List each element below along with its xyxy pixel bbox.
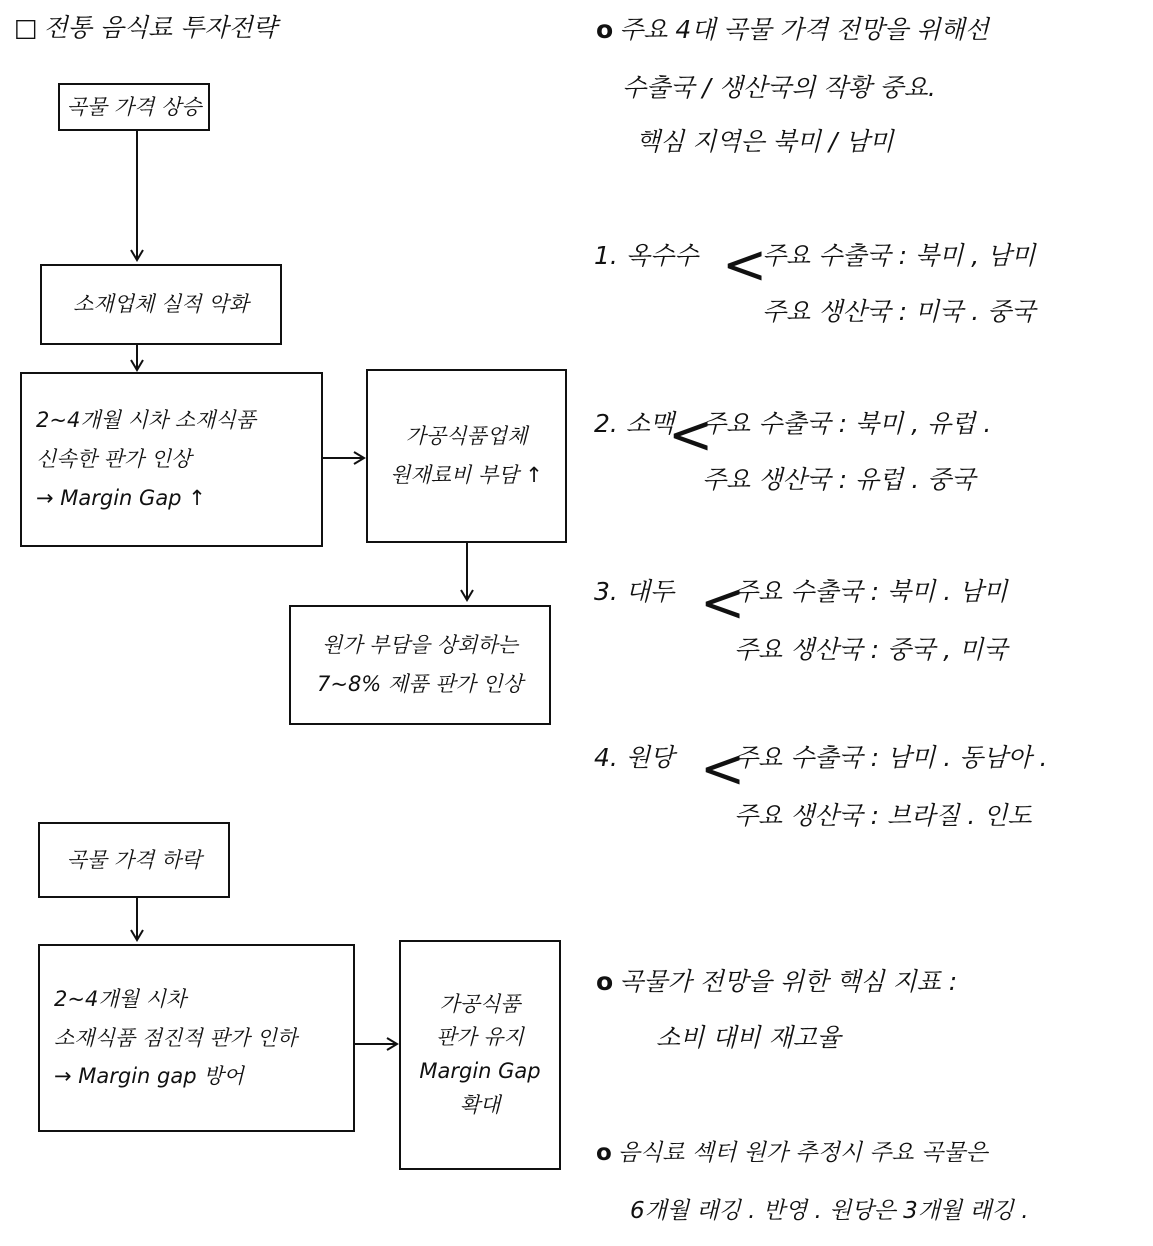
box-processed-food-cost: 가공식품업체 원재료비 부담 ↑: [366, 369, 567, 543]
box-material-earnings-worsen: 소재업체 실적 악화: [40, 264, 282, 345]
box-material-price-hike: 2~4개월 시차 소재식품 신속한 판가 인상 → Margin Gap ↑: [20, 372, 323, 547]
crop-1-export: 주요 수출국 : 북미 , 남미: [762, 241, 1036, 270]
box-grain-price-rise: 곡물 가격 상승: [58, 83, 210, 131]
note-intro-line-1: o 주요 4대 곡물 가격 전망을 위해선: [596, 15, 989, 44]
note-intro-line-2: 수출국 / 생산국의 작황 중요.: [622, 73, 936, 102]
bullet-icon: o: [596, 967, 614, 996]
checkbox-marker-icon: □: [14, 13, 38, 42]
brace-icon: <: [668, 403, 714, 466]
crop-1-label: 1. 옥수수: [594, 241, 699, 270]
note-indicator-line-2: 소비 대비 재고율: [656, 1023, 841, 1052]
crop-3-export: 주요 수출국 : 북미 . 남미: [734, 577, 1008, 606]
note-lag-line-2: 6개월 래깅 . 반영 . 원당은 3개월 래깅 .: [630, 1198, 1029, 1224]
crop-2-produce: 주요 생산국 : 유럽 . 중국: [702, 465, 976, 494]
note-lag-line-1: o 음식료 섹터 원가 추정시 주요 곡물은: [596, 1140, 988, 1166]
brace-icon: <: [700, 737, 746, 800]
box-processed-margin-expand: 가공식품 판가 유지 Margin Gap 확대: [399, 940, 561, 1170]
crop-4-produce: 주요 생산국 : 브라질 . 인도: [734, 801, 1032, 830]
crop-4-label: 4. 원당: [594, 743, 675, 772]
box-material-price-cut: 2~4개월 시차 소재식품 점진적 판가 인하 → Margin gap 방어: [38, 944, 355, 1132]
crop-3-label: 3. 대두: [594, 577, 675, 606]
box-product-price-hike: 원가 부담을 상회하는 7~8% 제품 판가 인상: [289, 605, 551, 725]
brace-icon: <: [722, 233, 768, 296]
crop-4-export: 주요 수출국 : 남미 . 동남아 .: [734, 743, 1048, 772]
bullet-icon: o: [596, 15, 614, 44]
brace-icon: <: [700, 571, 746, 634]
crop-3-produce: 주요 생산국 : 중국 , 미국: [734, 635, 1008, 664]
crop-2-label: 2. 소맥: [594, 409, 675, 438]
crop-2-export: 주요 수출국 : 북미 , 유럽 .: [702, 409, 992, 438]
note-indicator-line-1: o 곡물가 전망을 위한 핵심 지표 :: [596, 967, 958, 996]
bullet-icon: o: [596, 1140, 612, 1166]
box-grain-price-fall: 곡물 가격 하락: [38, 822, 230, 898]
note-intro-line-3: 핵심 지역은 북미 / 남미: [636, 127, 894, 156]
page-title: 전통 음식료 투자전략: [43, 13, 277, 42]
crop-1-produce: 주요 생산국 : 미국 . 중국: [762, 297, 1036, 326]
